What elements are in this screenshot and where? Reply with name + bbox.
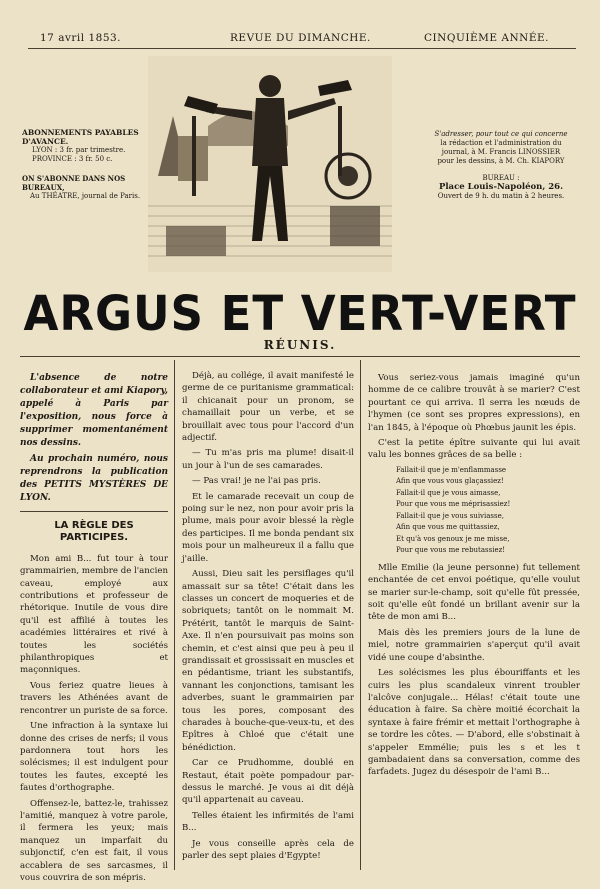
header-rule — [28, 48, 576, 49]
contact-line-4: pour les dessins, à M. Ch. KIAPORY — [437, 157, 565, 165]
col2-paragraph-1: Déjà, au collége, il avait manifesté le germe de ce puritanisme grammatical: il chicanait pour un pronom, se chamaillait pour un verbe, et se brouillait avec tous pour l'accord d'un adjectif. — [182, 371, 354, 444]
col1-paragraph-4: Offensez-le, battez-le, trahissez l'amitié, manquez à votre parole, il fermera les yeux; mais manquez un imparfait du subjonctif, c'en est fait, il vous accablera de ses sarcasmes, il vous couvrira de son mépris. — [20, 798, 168, 883]
col1-paragraph-1: Mon ami B... fut tour à tour grammairien, membre de l'ancien caveau, employé aux contributions et professeur de rhétorique. Inutile de vous dire qu'il est affilié à toutes les académies littéraires et rivé à toutes les sociétés philanthropiques et maçonniques. — [20, 553, 168, 676]
col2-paragraph-2: — Tu m'as pris ma plume! disait-il un jour à l'un de ses camarades. — [182, 448, 354, 471]
poem-line: Et qu'à vos genoux je me misse, — [396, 534, 510, 543]
subscription-province: PROVINCE : 3 fr. 50 c. — [32, 155, 113, 163]
poem-line: Afin que vous me quittassiez, — [396, 523, 500, 532]
col2-paragraph-5: Aussi, Dieu sait les persiflages qu'il amassait sur sa tête! C'était dans les classes un concert de moqueries et de sobriquets; tantôt on le nommait M. Prétérit, tantôt le marquis de Saint-Axe. Il n'en poursuivait pas moins son chemin, et c'est ainsi que peu à peu il grandissait et grossissait en muscles et en pédantisme, triant les substantifs, vannant les conjonctions, tamisant les adverbes, suant le grammairien par tous les pores, composant des charades à bouche-que-veux-tu, et des Epîtres à Chloé que c'était une bénédiction. — [182, 569, 354, 753]
title-rule — [20, 356, 580, 357]
column-1 — [20, 372, 168, 887]
contact-line-2: la rédaction et l'administration du — [440, 139, 562, 147]
journal-subtitle: REVUE DU DIMANCHE. — [230, 32, 371, 44]
column-3 — [368, 372, 580, 782]
office-paris: Au THÉATRE, journal de Paris. — [30, 192, 141, 200]
issue-date: 17 avril 1853. — [40, 32, 122, 44]
notice-next-issue: Au prochain numéro, nous reprendrons la publication des PETITS MYSTÈRES DE LYON. — [20, 454, 168, 503]
poem-line: Fallait-il que je m'enflammasse — [396, 465, 507, 474]
column-1-divider — [20, 511, 168, 512]
contact-box — [416, 130, 586, 201]
col2-paragraph-3: — Pas vrai! je ne l'ai pas pris. — [192, 476, 321, 487]
col1-paragraph-2: Vous feriez quatre lieues à travers les Athénées avant de rencontrer un puriste de sa force. — [20, 680, 168, 716]
column-2 — [182, 370, 354, 865]
poem-line: Pour que vous me méprisassiez! — [396, 500, 511, 509]
publication-year: CINQUIÈME ANNÉE. — [424, 32, 550, 44]
bureau-hours: Ouvert de 9 h. du matin à 2 heures. — [437, 192, 565, 200]
subscription-heading: ABONNEMENTS PAYABLES D'AVANCE. — [22, 128, 139, 146]
col3-paragraph-1: Vous seriez-vous jamais imaginé qu'un homme de ce calibre trouvât à se marier? C'est pourtant ce qui arriva. Il serra les nœuds de l'hymen (ce sont ses propres expressions), en l'an 1845, à l'époque où Phœbus jaunit les épis. — [368, 373, 580, 433]
subscription-box — [22, 128, 142, 201]
poem — [396, 465, 580, 557]
col3-paragraph-2: C'est la petite épître suivante qui lui avait valu les bonnes grâces de sa belle : — [368, 438, 580, 461]
col3-paragraph-3: Mlle Emilie (la jeune personne) fut tellement enchantée de cet envoi poétique, qu'elle voulut se marier sur-le-champ, soit qu'elle fût pressée, soit qu'elle eût fondé un brillant avenir sur la tête de mon ami B... — [368, 562, 580, 623]
bureau-address: Place Louis-Napoléon, 26. — [438, 182, 564, 192]
poem-line: Fallait-il que je vous suiviasse, — [396, 511, 504, 520]
col2-paragraph-4: Et le camarade recevait un coup de poing sur le nez, non pour avoir pris la plume, mais pour avoir blessé la règle des participes. Il me bonda pendant six mois pour un malheureux il a fallu que j'aille. — [182, 491, 354, 564]
column-rule-2 — [360, 360, 361, 870]
bureau-heading: BUREAU : — [482, 174, 520, 182]
contact-line-3: journal, à M. Francis LINOSSIER — [441, 148, 561, 156]
article-title: LA RÈGLE DES PARTICIPES. — [54, 520, 134, 544]
col1-paragraph-3: Une infraction à la syntaxe lui donne des crises de nerfs; il vous pardonnera tout hors les solécismes; il est indulgent pour toutes les fautes, excepté les fautes d'orthographe. — [20, 721, 168, 794]
col3-paragraph-4: Mais dès les premiers jours de la lune de miel, notre grammairien s'aperçut qu'il avait vidé une coupe d'absinthe. — [368, 627, 580, 663]
poem-line: Pour que vous me rebutassiez! — [396, 546, 506, 555]
column-rule-1 — [174, 360, 175, 870]
poem-line: Afin que vous vous glaçassiez! — [396, 477, 504, 486]
contact-line-1: S'adresser, pour tout ce qui concerne — [434, 130, 568, 138]
poem-line: Fallait-il que je vous aimasse, — [396, 488, 501, 497]
newspaper-title: ARGUS ET VERT-VERT — [23, 286, 577, 342]
masthead-engraving — [148, 56, 392, 272]
col2-paragraph-7: Telles étaient les infirmités de l'ami B... — [182, 810, 354, 834]
col2-paragraph-8: Je vous conseille après cela de parler des sept plaies d'Egypte! — [182, 838, 354, 862]
office-heading: ON S'ABONNE DANS NOS BUREAUX, — [22, 174, 126, 192]
col2-paragraph-6: Car ce Prudhomme, doublé en Restaut, était poète pompadour par-dessus le marché. Je vous ai dit déjà qu'il appartenait au caveau. — [182, 758, 354, 806]
subscription-lyon: LYON : 3 fr. par trimestre. — [32, 146, 126, 154]
col3-paragraph-5: Les solécismes les plus ébouriffants et les cuirs les plus scandaleux vinrent troubler l'alcôve conjugale... Hélas! c'était toute une éducation à faire. Sa chère moitié écorchait la syntaxe à faire frémir et mettait l'orthographe à se tordre les côtes. — D'abord, elle s'obstinait à s'appeler Emmélie; puis les s et les t gambadaient dans sa conversation, comme des farfadets. Jugez du désespoir de l'ami B... — [368, 668, 580, 778]
newspaper-subtitle: RÉUNIS. — [263, 338, 337, 352]
notice-absence: L'absence de notre collaborateur et ami Kiapory, appelé à Paris par l'exposition, nous force à supprimer momentanément nos dessins. — [20, 373, 168, 448]
